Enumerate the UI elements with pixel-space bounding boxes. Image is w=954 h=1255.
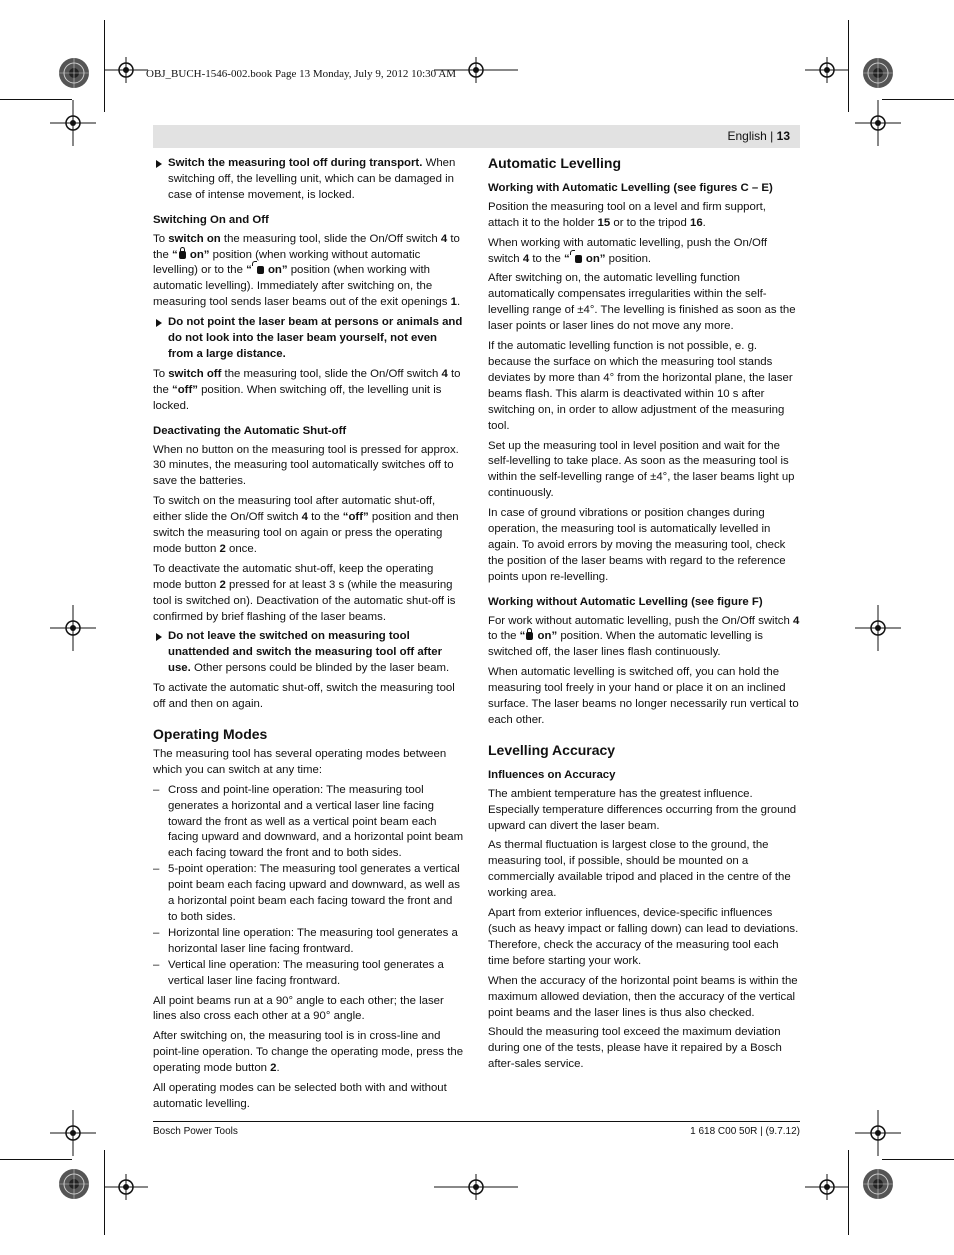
warning-laser-eyes: Do not point the laser beam at persons or animals and do not look into the laser beam yourself, not even from a large distance. — [153, 315, 464, 363]
list-item: – Vertical line operation: The measuring tool generates a vertical laser line facing frontward. — [153, 958, 444, 987]
crosshair-mark — [855, 100, 901, 146]
crosshair-mark — [855, 1110, 901, 1156]
paragraph-position: Position the measuring tool on a level and firm support, attach it to the holder 15 or to the tripod 16. — [488, 200, 766, 229]
paragraph-idle: When no button on the measuring tool is pressed for approx. 30 minutes, the measuring tool automatically switches off to save the batteries. — [153, 443, 459, 488]
paragraph-deactivate: To deactivate the automatic shut-off, keep the operating mode button 2 pressed for at least 3 s (while the measuring tool is switched on). Deactivation of the automatic shut-off is confirmed by brief flashing of the laser beams. — [153, 562, 456, 623]
paragraph-switch-off: To switch off the measuring tool, slide the On/Off switch 4 to the “off” position. When switching off, the levelling unit is locked. — [153, 367, 461, 412]
paragraph-horizontal: When the accuracy of the horizontal point beams is within the maximum allowed deviation, then the accuracy of the vertical point beams and the laser lines is thus also checked. — [488, 974, 798, 1019]
triangle-bullet-icon — [156, 319, 162, 327]
unlock-icon — [257, 266, 264, 274]
heading-operating-modes: Operating Modes — [153, 726, 268, 742]
paragraph-exceed: Should the measuring tool exceed the maximum deviation during one of the tests, please have it repaired by a Bosch after-sales service. — [488, 1026, 782, 1071]
crosshair-mark — [434, 1174, 518, 1200]
color-wheel-mark — [58, 57, 90, 89]
list-item: – Cross and point-line operation: The measuring tool generates a horizontal and a vertical laser line facing toward the front as well as a vertical point beam each facing upward and downward, and a horizontal point beam each facing toward the front and to both sides. — [153, 783, 464, 860]
heading-switching: Switching On and Off — [153, 213, 269, 226]
warning-transport: Switch the measuring tool off during transport. When switching off, the levelling unit, which can be damaged in case of intense movement, is locked. — [153, 156, 464, 204]
lock-icon — [526, 632, 533, 640]
crosshair-mark — [104, 57, 148, 83]
paragraph-cross-line: After switching on, the measuring tool is in cross-line and point-line operation. To change the operating mode, press the operating mode button 2. — [153, 1030, 464, 1075]
paragraph-temperature: The ambient temperature has the greatest influence. Especially temperature differences occurring from the ground upward can divert the laser beam. — [488, 787, 797, 832]
paragraph-hold: When automatic levelling is switched off, you can hold the measuring tool freely in your hand or place it on an inclined surface. The laser beams no longer necessarily run vertical to each other. — [488, 666, 799, 726]
crosshair-mark — [805, 57, 849, 83]
list-item: – 5-point operation: The measuring tool generates a vertical point beam each facing upward and downward, as well as a horizontal point beam each facing toward the front and to both sides. — [153, 863, 460, 923]
paragraph-all-modes: All operating modes can be selected both with and without automatic levelling. — [153, 1082, 447, 1110]
crosshair-mark — [805, 1174, 849, 1200]
footer-doc-number: 1 618 C00 50R | (9.7.12) — [690, 1126, 800, 1137]
crosshair-mark — [855, 605, 901, 651]
running-header — [153, 125, 800, 148]
language-label: English — [727, 129, 767, 143]
heading-working-with: Working with Automatic Levelling (see figures C – E) — [488, 181, 773, 194]
paragraph-switch-on: To switch on the measuring tool, slide the On/Off switch 4 to the “ on” position (when working without automatic levelling) or to the “ on” position (when working with automatic levelling). Immediately after switching on, the measuring tool sends laser beams out of the exit openings 1. — [153, 232, 461, 309]
triangle-bullet-icon — [156, 160, 162, 168]
right-column — [488, 156, 800, 1077]
color-wheel-mark — [862, 1168, 894, 1200]
heading-influences: Influences on Accuracy — [488, 768, 616, 781]
unlock-icon — [575, 255, 582, 263]
heading-levelling-accuracy: Levelling Accuracy — [488, 741, 616, 758]
paragraph-not-possible: If the automatic levelling function is not possible, e. g. because the surface on which the measuring tool stands deviates by more than 4° from the horizontal plane, the laser beams flash. This alarm is deactivated within 10 s after switching on, in order to allow adjustment of the measuring tool. — [488, 340, 793, 432]
color-wheel-mark — [58, 1168, 90, 1200]
paragraph-reswitch-on: To switch on the measuring tool after automatic shut-off, either slide the On/Off switch 4 to the “off” position and then switch the measuring tool on again or press the operating mode button 2 once. — [153, 495, 459, 555]
heading-working-without: Working without Automatic Levelling (see figure F) — [488, 595, 763, 608]
heading-deactivating: Deactivating the Automatic Shut-off — [153, 424, 347, 437]
lock-icon — [179, 251, 186, 259]
color-wheel-mark — [862, 57, 894, 89]
trim-line — [882, 1159, 954, 1160]
paragraph-setup: Set up the measuring tool in level position and wait for the self-levelling to take place. As soon as the measuring tool is within the self-levelling range of ±4°, the laser beams light up continuously. — [488, 439, 795, 500]
paragraph-thermal: As thermal fluctuation is largest close to the ground, the measuring tool, if possible, should be mounted on a commercially available tripod and placed in the centre of the working area. — [488, 839, 791, 900]
crosshair-mark — [50, 605, 96, 651]
paragraph-reactivate: To activate the automatic shut-off, switch the measuring tool off and then on again. — [153, 682, 455, 711]
crosshair-mark — [50, 100, 96, 146]
triangle-bullet-icon — [156, 633, 162, 641]
separator: | — [766, 129, 777, 143]
footer-brand: Bosch Power Tools — [153, 1126, 238, 1137]
crosshair-mark — [104, 1174, 148, 1200]
trim-line — [0, 1159, 72, 1160]
modes-list — [153, 783, 464, 990]
list-item: – Horizontal line operation: The measuring tool generates a horizontal laser line facing frontward. — [153, 926, 458, 955]
left-column — [153, 156, 464, 1117]
paragraph-angles: All point beams run at a 90° angle to each other; the laser lines also cross each other at a 90° angle. — [153, 994, 444, 1023]
crosshair-mark — [50, 1110, 96, 1156]
paragraph-push-switch: When working with automatic levelling, push the On/Off switch 4 to the “ on” position. — [488, 236, 767, 265]
footer-rule — [153, 1121, 800, 1122]
print-slug: OBJ_BUCH-1546-002.book Page 13 Monday, July 9, 2012 10:30 AM — [146, 68, 457, 80]
paragraph-vibration: In case of ground vibrations or position changes during operation, the measuring tool is automatically levelled in again. To avoid errors by moving the measuring tool, check the position of the laser beams with regard to the reference points upon re-levelling. — [488, 507, 786, 583]
paragraph-modes-intro: The measuring tool has several operating modes between which you can switch at any time: — [153, 747, 447, 776]
paragraph-device: Apart from exterior influences, device-specific influences (such as heavy impact or falling down) can lead to deviations. Therefore, check the accuracy of the measuring tool each time before starting your work. — [488, 907, 799, 967]
paragraph-work-without: For work without automatic levelling, push the On/Off switch 4 to the “ on” position. When the automatic levelling is switched off, the laser lines flash continuously. — [488, 614, 800, 659]
paragraph-after-on: After switching on, the automatic levelling function automatically compensates irregularities within the self-levelling range of ±4°. The levelling is finished as soon as the laser points or laser lines do not move any more. — [488, 272, 796, 333]
heading-automatic-levelling: Automatic Levelling — [488, 155, 622, 171]
page-number: 13 — [776, 129, 790, 143]
page-reference — [727, 129, 790, 143]
warning-unattended: Do not leave the switched on measuring tool unattended and switch the measuring tool off after use. Other persons could be blinded by the laser beam. — [153, 629, 464, 677]
